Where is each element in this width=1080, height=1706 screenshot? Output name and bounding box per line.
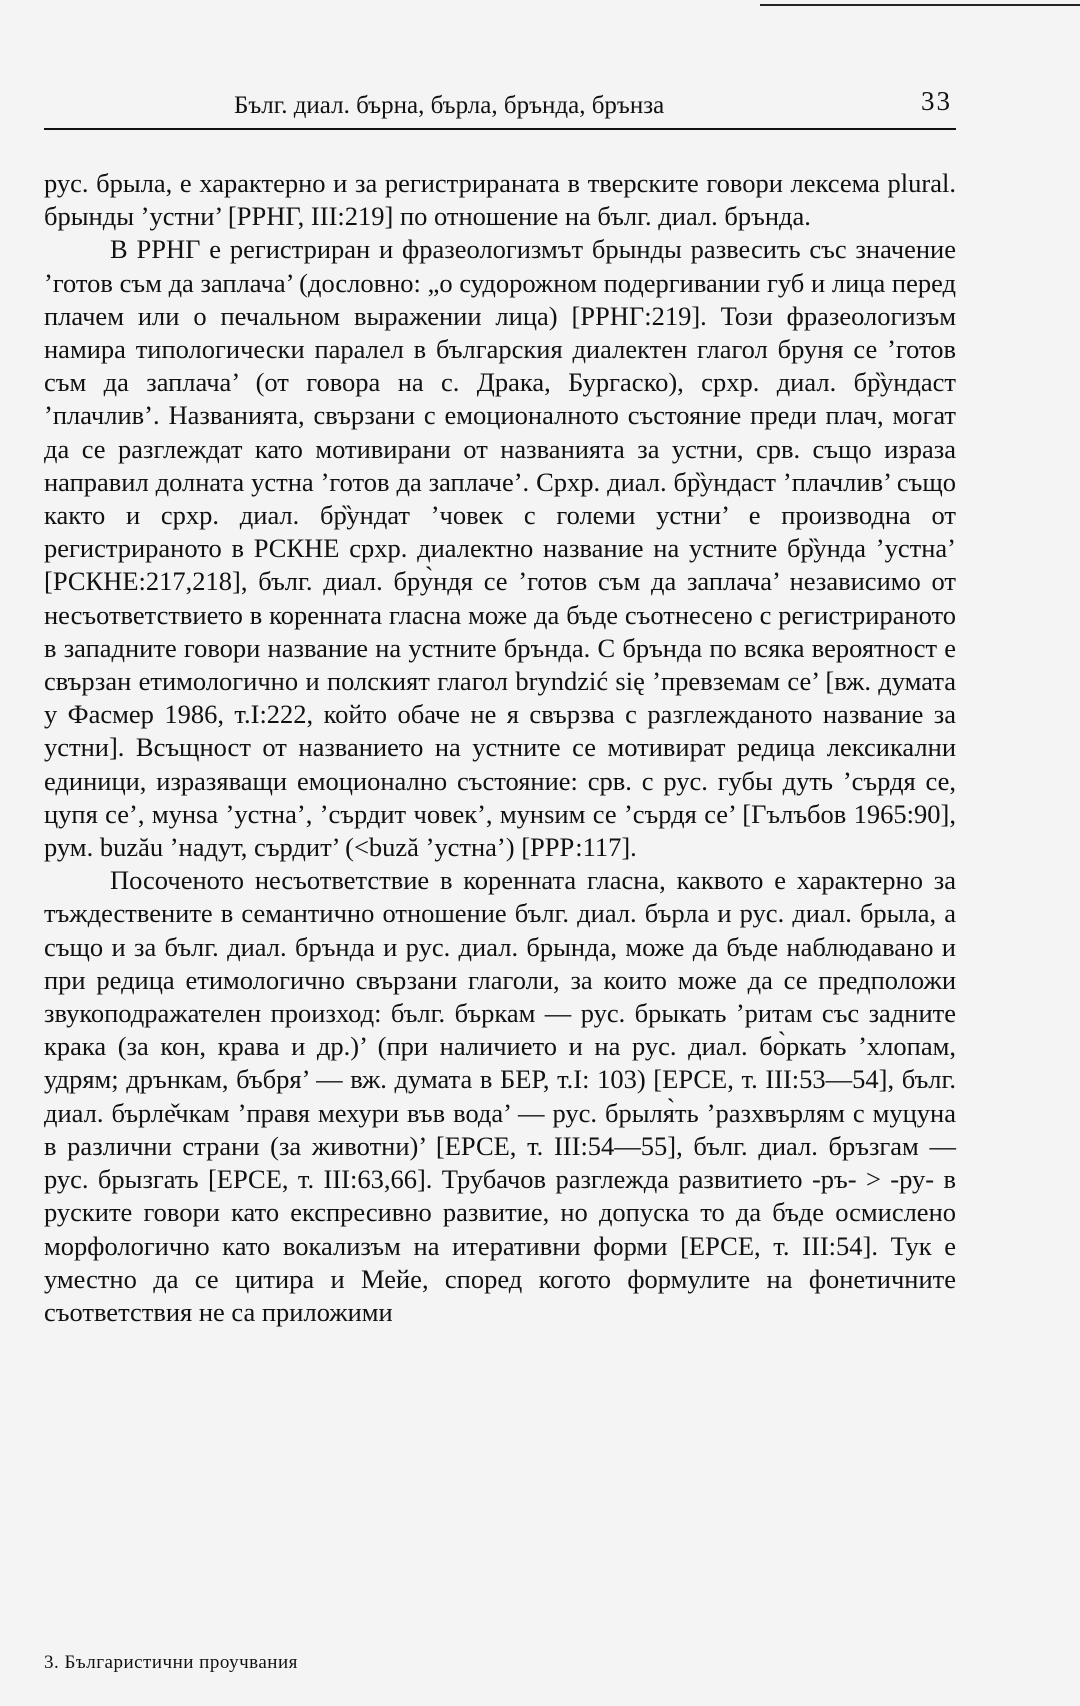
page-number: 33: [921, 86, 952, 116]
top-edge-rule: [760, 4, 1080, 6]
signature-mark: 3. Българистични проучвания: [44, 1652, 298, 1673]
paragraph: В РРНГ е регистриран и фразеологизмът брынды развесить със значение ’готов съм да заплача’ (дословно: „о судорожном подергивании губ и лица перед плачем или о печальном выражении лица) [РРНГ:219]. Този фразеологизъм намира типологически паралел в българския диалектен глагол бруня се ’готов съм да заплача’ (от говора на с. Драка, Бургаско), срхр. диал. бр̏ундаст ’плачлив’. Названията, свързани с емоционалното състояние преди плач, могат да се разглеждат като мотивирани от названията за устни, срв. също израза направил долната устна ’готов да заплаче’. Срхр. диал. бр̏ундаст ’плачлив’ също както и срхр. диал. бр̏ундат ’човек с големи устни’ е производна от регистрираното в РСКНЕ срхр. диалектно название на устните бр̏унда ’устна’ [РСКНЕ:217,218], бълг. диал. бру̀ндя се ’готов съм да заплача’ независимо от несъответствието в коренната гласна може да бъде съотнесено с регистрираното в западните говори название на устните брънда. С брънда по всяка вероятност е свързан етимологично и полският глагол bryndzić się ’превземам се’ [вж. думата у Фасмер 1986, т.I:222, който обаче не я свързва с разглежданото название за устни]. Всъщност от названието на устните се мотивират редица лексикални единици, изразяващи емоционално състояние: срв. с рус. губы дуть ’сърдя се, цупя се’, мунѕа ’устна’, ’сърдит човек’, мунѕим се ’сърдя се’ [Гълъбов 1965:90], рум. buzău ’надут, сърдит’ (<buză ’устна’) [РРР:117].: [44, 234, 956, 863]
paragraph-continued: рус. брыла, е характерно и за регистрираната в тверските говори лексема plural. брынды ’устни’ [РРНГ, III:219] по отношение на бълг. диал. брънда.: [44, 168, 956, 232]
page-header: [44, 86, 956, 130]
paragraph: Посоченото несъответствие в коренната гласна, каквото е характерно за тъждествените в семантично отношение бълг. диал. бърла и рус. диал. брыла, а също и за бълг. диал. брънда и рус. диал. брында, може да бъде наблюдавано и при редица етимологично свързани глаголи, за които може да се предположи звукоподражателен произход: бълг. бъркам — рус. брыкать ’ритам със задните крака (за кон, крава и др.)’ (при наличието и на рус. диал. бо̀ркать ’хлопам, удрям; дрънкам, бъбря’ — вж. думата в БЕР, т.I: 103) [ЕРСЕ, т. III:53—54], бълг. диал. бърле̌чкам ’правя мехури във вода’ — рус. брыля̀ть ’разхвърлям с муцуна в различни страни (за животни)’ [ЕРСЕ, т. III:54—55], бълг. диал. бръзгам — рус. брызгать [ЕРСЕ, т. III:63,66]. Трубачов разглежда развитието -ръ- > -ру- в руските говори като експресивно развитие, но допуска то да бъде осмислено морфологично като вокализъм на итеративни форми [ЕРСЕ, т. III:54]. Тук е уместно да се цитира и Мейе, според когото формулите на фонетичните съответствия не са приложими: [44, 865, 956, 1327]
body-text: [44, 167, 956, 1329]
header-rule: [44, 128, 956, 130]
running-head: Бълг. диал. бърна, бърла, брънда, брънза: [234, 92, 665, 119]
